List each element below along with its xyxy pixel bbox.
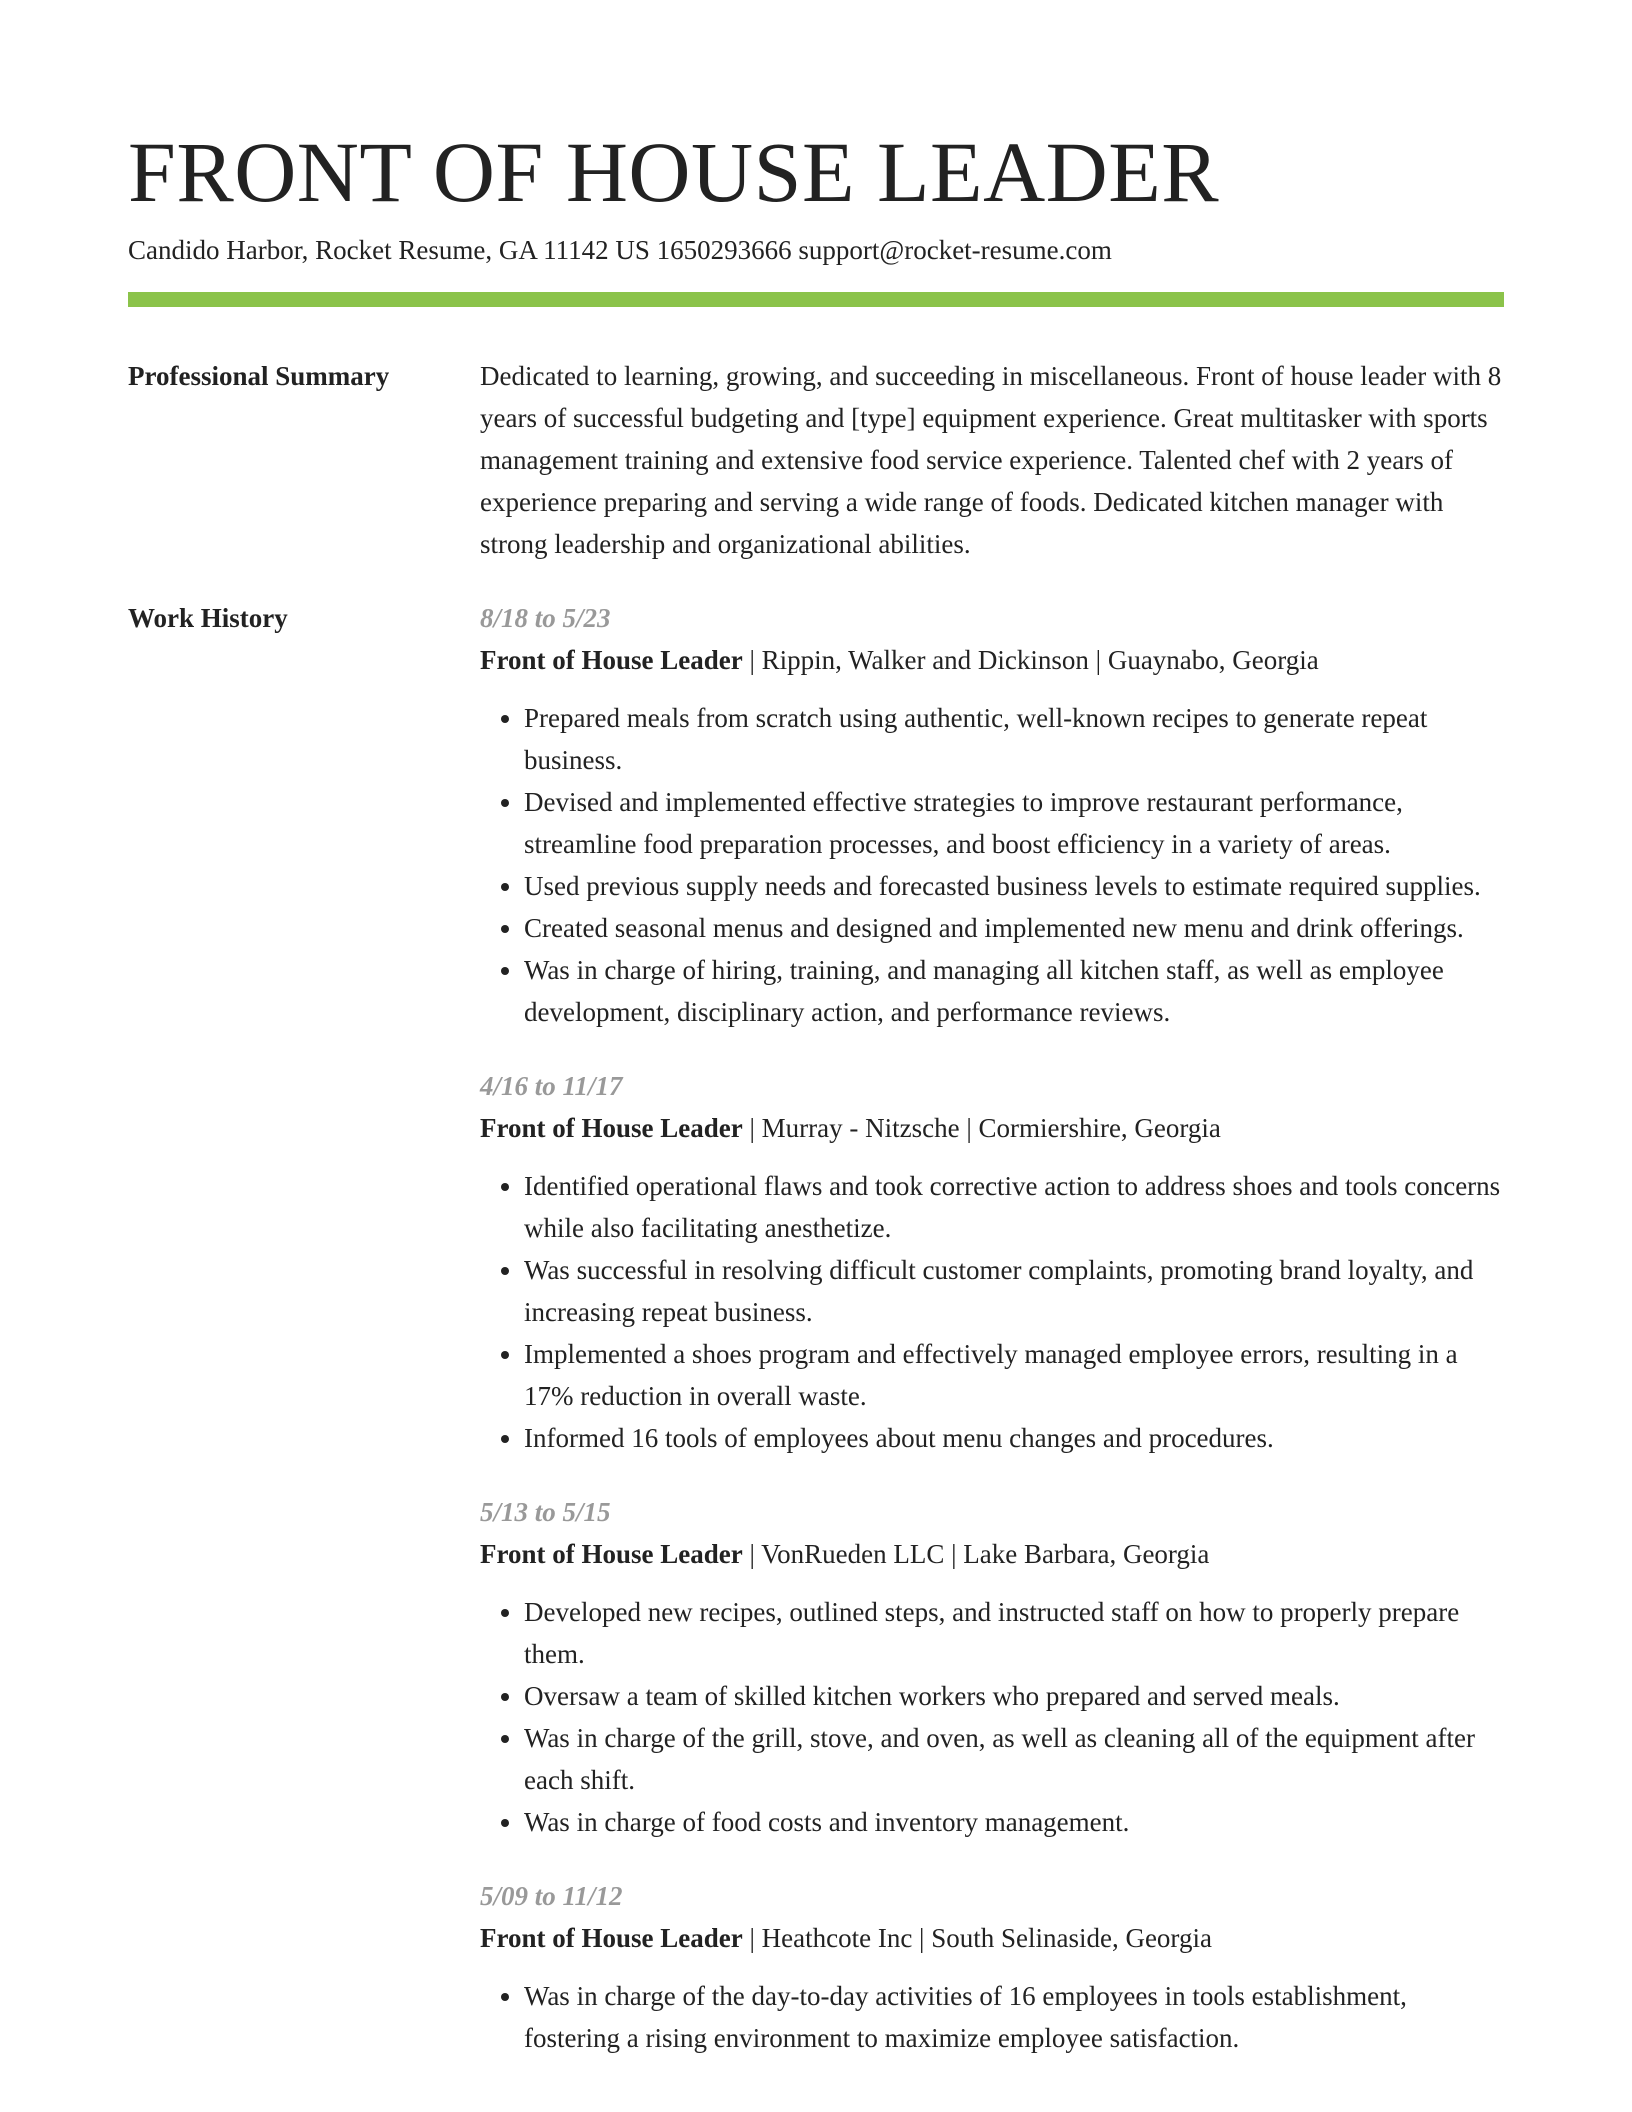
work-history-list: [480, 597, 1504, 2059]
job-entry: [480, 1875, 1504, 2059]
job-bullet: • Was in charge of the grill, stove, and oven, as well as cleaning all of the equipment after each shift.: [524, 1717, 1504, 1801]
work-history-title: Work History: [128, 603, 288, 633]
job-entry: [480, 1065, 1504, 1459]
job-company-location: | Heathcote Inc | South Selinaside, Georgia: [742, 1923, 1212, 1953]
job-dates: 4/16 to 11/17: [480, 1071, 623, 1101]
job-bullet: • Prepared meals from scratch using authentic, well-known recipes to generate repeat business.: [524, 697, 1504, 781]
job-bullet: • Identified operational flaws and took corrective action to address shoes and tools concerns while also facilitating anesthetize.: [524, 1165, 1504, 1249]
job-bullet: • Used previous supply needs and forecasted business levels to estimate required supplies.: [524, 865, 1504, 907]
work-history-section: [128, 597, 1504, 2059]
job-bullet-list: [480, 1165, 1504, 1459]
job-heading: [480, 639, 1504, 681]
job-heading: [480, 1917, 1504, 1959]
job-title: Front of House Leader: [480, 645, 743, 675]
summary-title: Professional Summary: [128, 361, 390, 391]
job-title: Front of House Leader: [480, 1113, 743, 1143]
summary-body: [480, 355, 1504, 565]
summary-text: Dedicated to learning, growing, and succeeding in miscellaneous. Front of house leader with 8 years of successful budgeting and [type] equipment experience. Great multitasker with sports management training and extensive food service experience. Talented chef with 2 years of experience preparing and serving a wide range of foods. Dedicated kitchen manager with strong leadership and organizational abilities.: [480, 361, 1502, 559]
job-title: Front of House Leader: [480, 1923, 743, 1953]
job-bullet: • Developed new recipes, outlined steps, and instructed staff on how to properly prepare them.: [524, 1591, 1504, 1675]
job-company-location: | Rippin, Walker and Dickinson | Guaynabo, Georgia: [742, 645, 1319, 675]
job-bullet-list: [480, 697, 1504, 1033]
header-divider: [128, 292, 1504, 307]
job-bullet: • Oversaw a team of skilled kitchen workers who prepared and served meals.: [524, 1675, 1504, 1717]
job-entry: [480, 1491, 1504, 1843]
job-bullet-list: [480, 1975, 1504, 2059]
job-bullet: • Was successful in resolving difficult customer complaints, promoting brand loyalty, and increasing repeat business.: [524, 1249, 1504, 1333]
job-dates: 8/18 to 5/23: [480, 603, 611, 633]
job-bullet: • Was in charge of hiring, training, and managing all kitchen staff, as well as employee development, disciplinary action, and performance reviews.: [524, 949, 1504, 1033]
job-dates: 5/13 to 5/15: [480, 1497, 611, 1527]
job-heading: [480, 1533, 1504, 1575]
resume-name: FRONT OF HOUSE LEADER: [128, 124, 1220, 220]
job-bullet: • Was in charge of the day-to-day activities of 16 employees in tools establishment, fostering a rising environment to maximize employee satisfaction.: [524, 1975, 1504, 2059]
job-bullet-list: [480, 1591, 1504, 1843]
job-bullet: • Was in charge of food costs and inventory management.: [524, 1801, 1504, 1843]
job-company-location: | Murray - Nitzsche | Cormiershire, Georgia: [742, 1113, 1221, 1143]
job-dates: 5/09 to 11/12: [480, 1881, 623, 1911]
job-bullet: • Devised and implemented effective strategies to improve restaurant performance, streamline food preparation processes, and boost efficiency in a variety of areas.: [524, 781, 1504, 865]
contact-line: Candido Harbor, Rocket Resume, GA 11142 US 1650293666 support@rocket-resume.com: [128, 235, 1112, 265]
resume-page: [128, 0, 1504, 2059]
job-heading: [480, 1107, 1504, 1149]
job-company-location: | VonRueden LLC | Lake Barbara, Georgia: [742, 1539, 1210, 1569]
summary-section: [128, 355, 1504, 565]
job-bullet: • Created seasonal menus and designed and implemented new menu and drink offerings.: [524, 907, 1504, 949]
job-bullet: • Informed 16 tools of employees about menu changes and procedures.: [524, 1417, 1504, 1459]
job-title: Front of House Leader: [480, 1539, 743, 1569]
job-entry: [480, 597, 1504, 1033]
job-bullet: • Implemented a shoes program and effectively managed employee errors, resulting in a 17% reduction in overall waste.: [524, 1333, 1504, 1417]
